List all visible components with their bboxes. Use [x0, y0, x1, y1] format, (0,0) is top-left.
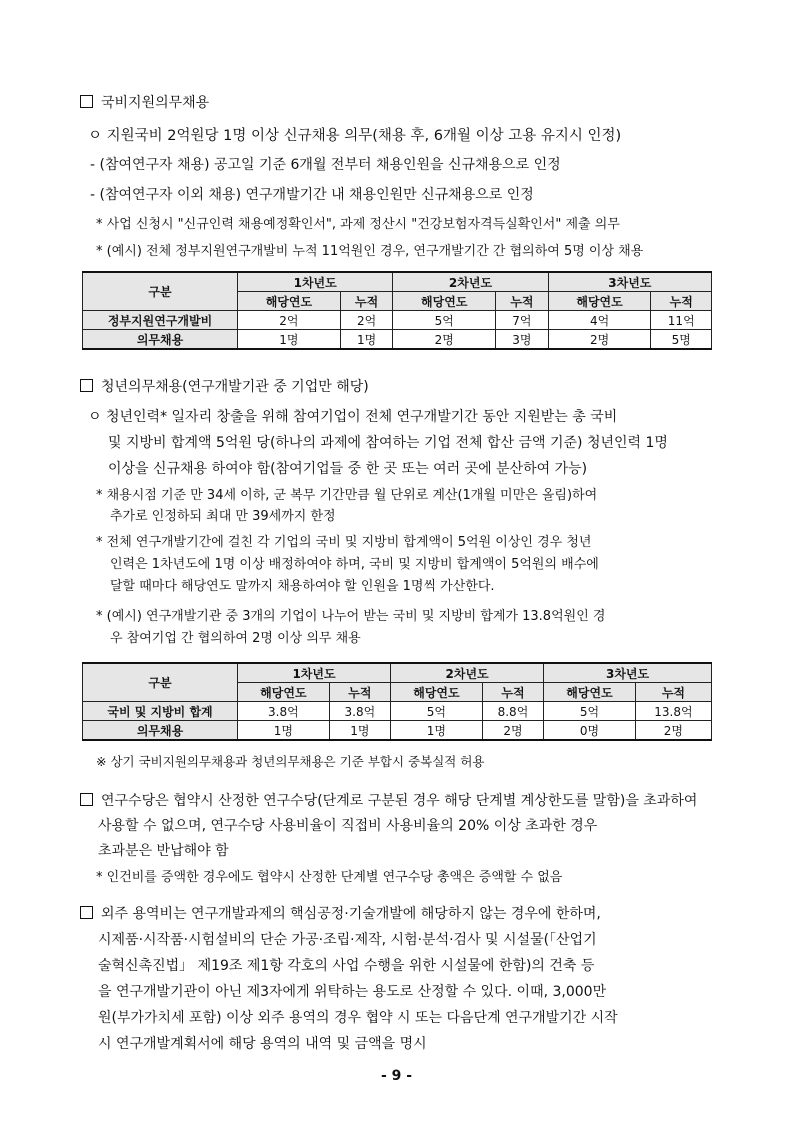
note-line: 인력은 1차년도에 1명 이상 배정하여야 하며, 국비 및 지방비 합계액이 5억원의 배수에	[110, 557, 599, 572]
note-line: * 전체 연구개발기간에 걸친 각 기업의 국비 및 지방비 합계액이 5억원 이상인 경우 청년	[96, 535, 592, 550]
overlap-note: ※ 상기 국비지원의무채용과 청년의무채용은 기준 부합시 중복실적 허용	[96, 754, 485, 769]
header-sub: 누적	[329, 683, 390, 702]
page-number: - 9 -	[380, 1068, 413, 1084]
note-line: * (예시) 연구개발기관 중 3개의 기업이 나누어 받는 국비 및 지방비 합계가 13.8억원인 경	[96, 609, 606, 624]
header-sub: 누적	[482, 683, 543, 702]
cell: 13.8억	[635, 702, 711, 721]
bullet-line: ㅇ 지원국비 2억원당 1명 이상 신규채용 의무(채용 후, 6개월 이상 고용 유지시 인정)	[88, 128, 622, 144]
cell: 1명	[340, 330, 393, 350]
cell: 2명	[482, 721, 543, 741]
header-sub: 해당연도	[238, 292, 341, 311]
header-year2: 2차년도	[393, 272, 548, 292]
cell: 2억	[340, 311, 393, 330]
cell: 7억	[496, 311, 549, 330]
header-sub: 해당연도	[544, 683, 636, 702]
section-heading-4	[80, 903, 601, 923]
cell: 8.8억	[482, 702, 543, 721]
cell: 3.8억	[238, 702, 330, 721]
checkbox-square-icon	[80, 906, 93, 919]
header-sub: 해당연도	[548, 292, 651, 311]
header-year1: 1차년도	[238, 272, 393, 292]
paragraph-line: 을 연구개발기관이 아닌 제3자에게 위탁하는 용도로 산정할 수 있다. 이때, 3,000만	[98, 984, 607, 1000]
dash-line: - (참여연구자 채용) 공고일 기준 6개월 전부터 채용인원을 신규채용으로 인정	[90, 157, 561, 173]
row-label: 의무채용	[83, 330, 238, 350]
header-sub: 해당연도	[238, 683, 330, 702]
paragraph-line: 외주 용역비는 연구개발과제의 핵심공정·기술개발에 해당하지 않는 경우에 한하며,	[101, 906, 601, 922]
section-heading-2	[80, 376, 369, 396]
paragraph-line: 시 연구개발계획서에 해당 용역의 내역 및 금액을 명시	[98, 1036, 427, 1052]
cell: 5억	[393, 311, 496, 330]
table-row	[83, 721, 712, 741]
checkbox-square-icon	[80, 793, 93, 806]
paragraph-line: 시제품·시작품·시험설비의 단순 가공·조립·제작, 시험·분석·검사 및 시설물(「산업기	[98, 932, 597, 948]
paragraph-line: 초과분은 반납해야 함	[98, 843, 229, 859]
bullet-line: 및 지방비 합계액 5억원 당(하나의 과제에 참여하는 기업 전체 합산 금액 기준) 청년인력 1명	[108, 435, 668, 451]
header-gubun: 구분	[83, 663, 238, 702]
cell: 11억	[651, 311, 712, 330]
note-line: 추가로 인정하되 최대 만 39세까지 한정	[110, 509, 336, 524]
paragraph-line: 원(부가가치세 포함) 이상 외주 용역의 경우 협약 시 또는 다음단계 연구개발기간 시작	[98, 1010, 618, 1026]
header-year3: 3차년도	[548, 272, 711, 292]
cell: 0명	[544, 721, 636, 741]
dash-line: - (참여연구자 이외 채용) 연구개발기간 내 채용인원만 신규채용으로 인정	[90, 187, 534, 203]
paragraph-line: 사용할 수 없으며, 연구수당 사용비율이 직접비 사용비율의 20% 이상 초과한 경우	[98, 818, 598, 834]
header-sub: 누적	[340, 292, 393, 311]
cell: 1명	[391, 721, 483, 741]
cell: 5억	[391, 702, 483, 721]
section-heading-1	[80, 92, 209, 112]
cell: 1명	[238, 330, 341, 350]
row-label: 국비 및 지방비 합계	[83, 702, 238, 721]
table-rnd-budget	[82, 271, 712, 350]
note-line: * 채용시점 기준 만 34세 이하, 군 복무 기간만큼 월 단위로 계산(1개월 미만은 올림)하여	[96, 488, 598, 503]
note-line: * 사업 신청시 "신규인력 채용예정확인서", 과제 정산시 "건강보험자격득실확인서" 제출 의무	[96, 217, 620, 232]
header-sub: 누적	[651, 292, 712, 311]
note-line: * (예시) 전체 정부지원연구개발비 누적 11억원인 경우, 연구개발기간 간 협의하여 5명 이상 채용	[96, 244, 644, 259]
bullet-line: 이상을 신규채용 하여야 함(참여기업들 중 한 곳 또는 여러 곳에 분산하여 가능)	[108, 461, 588, 477]
header-sub: 누적	[496, 292, 549, 311]
cell: 2명	[393, 330, 496, 350]
table-youth-hiring	[82, 662, 712, 741]
row-label: 의무채용	[83, 721, 238, 741]
header-gubun: 구분	[83, 272, 238, 311]
header-sub: 누적	[635, 683, 711, 702]
table-row	[83, 311, 712, 330]
cell: 1명	[329, 721, 390, 741]
cell: 5명	[651, 330, 712, 350]
checkbox-square-icon	[80, 379, 93, 392]
row-label: 정부지원연구개발비	[83, 311, 238, 330]
header-year2: 2차년도	[391, 663, 544, 683]
heading-text: 청년의무채용(연구개발기관 중 기업만 해당)	[101, 379, 369, 395]
checkbox-square-icon	[80, 95, 93, 108]
cell: 1명	[238, 721, 330, 741]
cell: 2억	[238, 311, 341, 330]
table-row	[83, 702, 712, 721]
bullet-line: ㅇ 청년인력* 일자리 창출을 위해 참여기업이 전체 연구개발기간 동안 지원받는 총 국비	[88, 409, 618, 425]
cell: 3.8억	[329, 702, 390, 721]
cell: 4억	[548, 311, 651, 330]
paragraph-line: 술혁신촉진법」 제19조 제1항 각호의 사업 수행을 위한 시설물에 한함)의 건축 등	[98, 958, 595, 974]
header-sub: 해당연도	[393, 292, 496, 311]
cell: 3명	[496, 330, 549, 350]
cell: 2명	[548, 330, 651, 350]
note-line: 우 참여기업 간 협의하여 2명 이상 의무 채용	[110, 631, 361, 646]
table-row	[83, 330, 712, 350]
header-year3: 3차년도	[544, 663, 712, 683]
note-line: 달할 때마다 해당연도 말까지 채용하여야 할 인원을 1명씩 가산한다.	[110, 579, 495, 594]
section-heading-3	[80, 790, 697, 810]
header-year1: 1차년도	[238, 663, 391, 683]
cell: 2명	[635, 721, 711, 741]
heading-text: 국비지원의무채용	[101, 95, 210, 111]
header-sub: 해당연도	[391, 683, 483, 702]
paragraph-line: 연구수당은 협약시 산정한 연구수당(단계로 구분된 경우 해당 단계별 계상한도를 말함)을 초과하여	[101, 793, 698, 809]
cell: 5억	[544, 702, 636, 721]
note-line: * 인건비를 증액한 경우에도 협약시 산정한 단계별 연구수당 총액은 증액할 수 없음	[96, 870, 563, 885]
